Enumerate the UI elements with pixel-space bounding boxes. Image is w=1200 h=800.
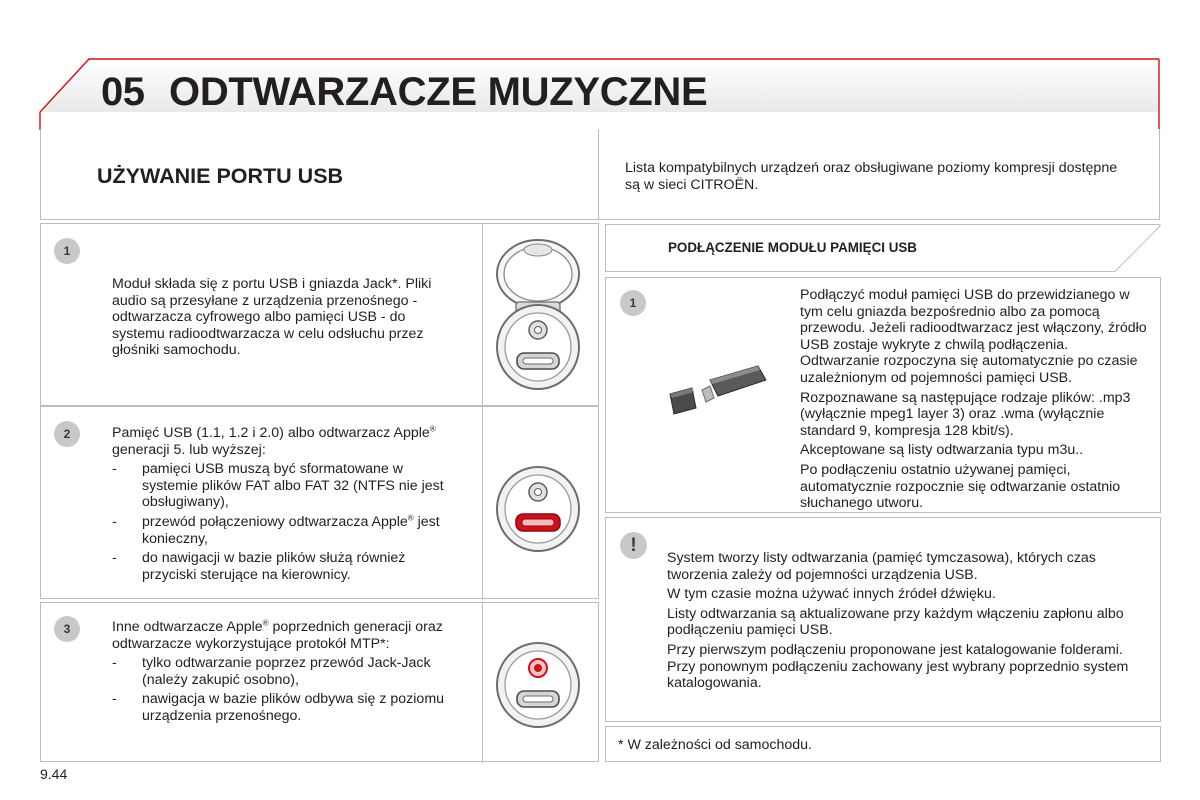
compat-note: Lista kompatybilnych urządzeń oraz obsługiwane poziomy kompresji dostępne są w sieci CITROËN. xyxy=(625,160,1118,193)
list-item: - pamięci USB muszą być sformatowane w systemie plików FAT albo FAT 32 (NTFS nie jest obsługiwany), xyxy=(112,461,444,511)
section-title: UŻYWANIE PORTU USB xyxy=(97,164,344,188)
image-divider xyxy=(482,407,483,600)
usb-requirements-intro: Pamięć USB (1.1, 1.2 i 2.0) albo odtwarzacz Apple® generacji 5. lub wyższej: xyxy=(112,424,436,458)
older-players-text xyxy=(112,619,462,725)
module-description: Moduł składa się z portu USB i gniazda Jack*. Pliki audio są przesyłane z urządzenia przenośnego - odtwarzacza cyfrowego albo pamięci USB - do systemu radioodtwarzacza w celu odsłuchu przez głośniki samochodu. xyxy=(112,276,432,359)
connection-title: PODŁĄCZENIE MODUŁU PAMIĘCI USB xyxy=(668,240,917,255)
footnote: * W zależności od samochodu. xyxy=(618,737,812,753)
step-badge-1: 1 xyxy=(54,238,80,264)
connection-text xyxy=(800,287,1150,515)
compat-note-panel xyxy=(598,129,1160,220)
older-players-intro: Inne odtwarzacze Apple® poprzednich generacji oraz odtwarzacze wykorzystujące protokół MTP*: xyxy=(112,618,443,652)
jack-port-highlighted-illustration xyxy=(491,633,586,733)
list-item: - tylko odtwarzanie poprzez przewód Jack-Jack (należy zakupić osobno), xyxy=(112,655,431,688)
warning-paragraph: W tym czasie można używać innych źródeł dźwięku. xyxy=(667,586,996,603)
image-divider xyxy=(482,224,483,407)
warning-paragraph: Listy odtwarzania są aktualizowane przy każdym włączeniu zapłonu albo podłączeniu pamięci USB. xyxy=(667,605,1124,639)
connection-paragraph: Po podłączeniu ostatnio używanej pamięci, automatycznie rozpocznie się odtwarzanie ostatnio słuchanego utworu. xyxy=(800,461,1121,512)
connection-paragraph: Akceptowane są listy odtwarzania typu m3u.. xyxy=(800,442,1084,459)
connection-paragraph: Rozpoznawane są następujące rodzaje plików: .mp3 (wyłącznie mpeg1 layer 3) oraz .wma (wyłącznie standard 9, kompresja 128 kbit/s). xyxy=(800,389,1131,439)
warning-text xyxy=(667,550,1142,695)
connection-paragraph: Podłączyć moduł pamięci USB do przewidzianego w tym celu gniazda bezpośrednio albo za pomocą przewodu. Jeżeli radioodtwarzacz jest włączony, źródło USB zostaje wykryte z chwilą podłączenia. Odtwarzanie rozpoczyna się automatycznie po czasie uzależnionym od pojemności pamięci USB. xyxy=(800,287,1147,386)
chapter-number: 05 xyxy=(101,70,145,114)
warning-paragraph: System tworzy listy odtwarzania (pamięć tymczasowa), których czas tworzenia zależy od pojemności urządzenia USB. xyxy=(667,550,1096,583)
section-title-panel xyxy=(40,129,599,220)
step-badge-3: 3 xyxy=(54,616,80,642)
list-item: - do nawigacji w bazie plików służą również przyciski sterujące na kierownicy. xyxy=(112,550,406,583)
left-panel-2 xyxy=(40,406,599,599)
left-panel-1 xyxy=(40,223,599,406)
step-badge-2: 2 xyxy=(54,421,80,447)
usb-jack-port-open-lid-illustration xyxy=(491,234,586,399)
footnote-panel xyxy=(605,726,1161,762)
list-item: - przewód połączeniowy odtwarzacza Apple® jest konieczny, xyxy=(112,513,440,547)
left-panel-3 xyxy=(40,602,599,762)
chapter-title: ODTWARZACZE MUZYCZNE xyxy=(169,70,708,114)
step-badge-1: 1 xyxy=(620,290,646,316)
usb-requirements-text xyxy=(112,425,462,583)
warning-exclamation-icon: ! xyxy=(620,532,647,559)
warning-panel xyxy=(605,517,1161,722)
usb-memory-stick-illustration xyxy=(666,358,776,418)
list-item: - nawigacja w bazie plików odbywa się z poziomu urządzenia przenośnego. xyxy=(112,691,445,724)
page-number: 9.44 xyxy=(40,766,68,782)
connection-panel xyxy=(605,277,1161,513)
image-divider xyxy=(482,603,483,763)
warning-paragraph: Przy pierwszym podłączeniu proponowane jest katalogowanie folderami. Przy ponownym podłączeniu zachowany jest wybrany poprzednio system katalogowania. xyxy=(667,641,1129,692)
usb-port-highlighted-illustration xyxy=(491,457,586,557)
